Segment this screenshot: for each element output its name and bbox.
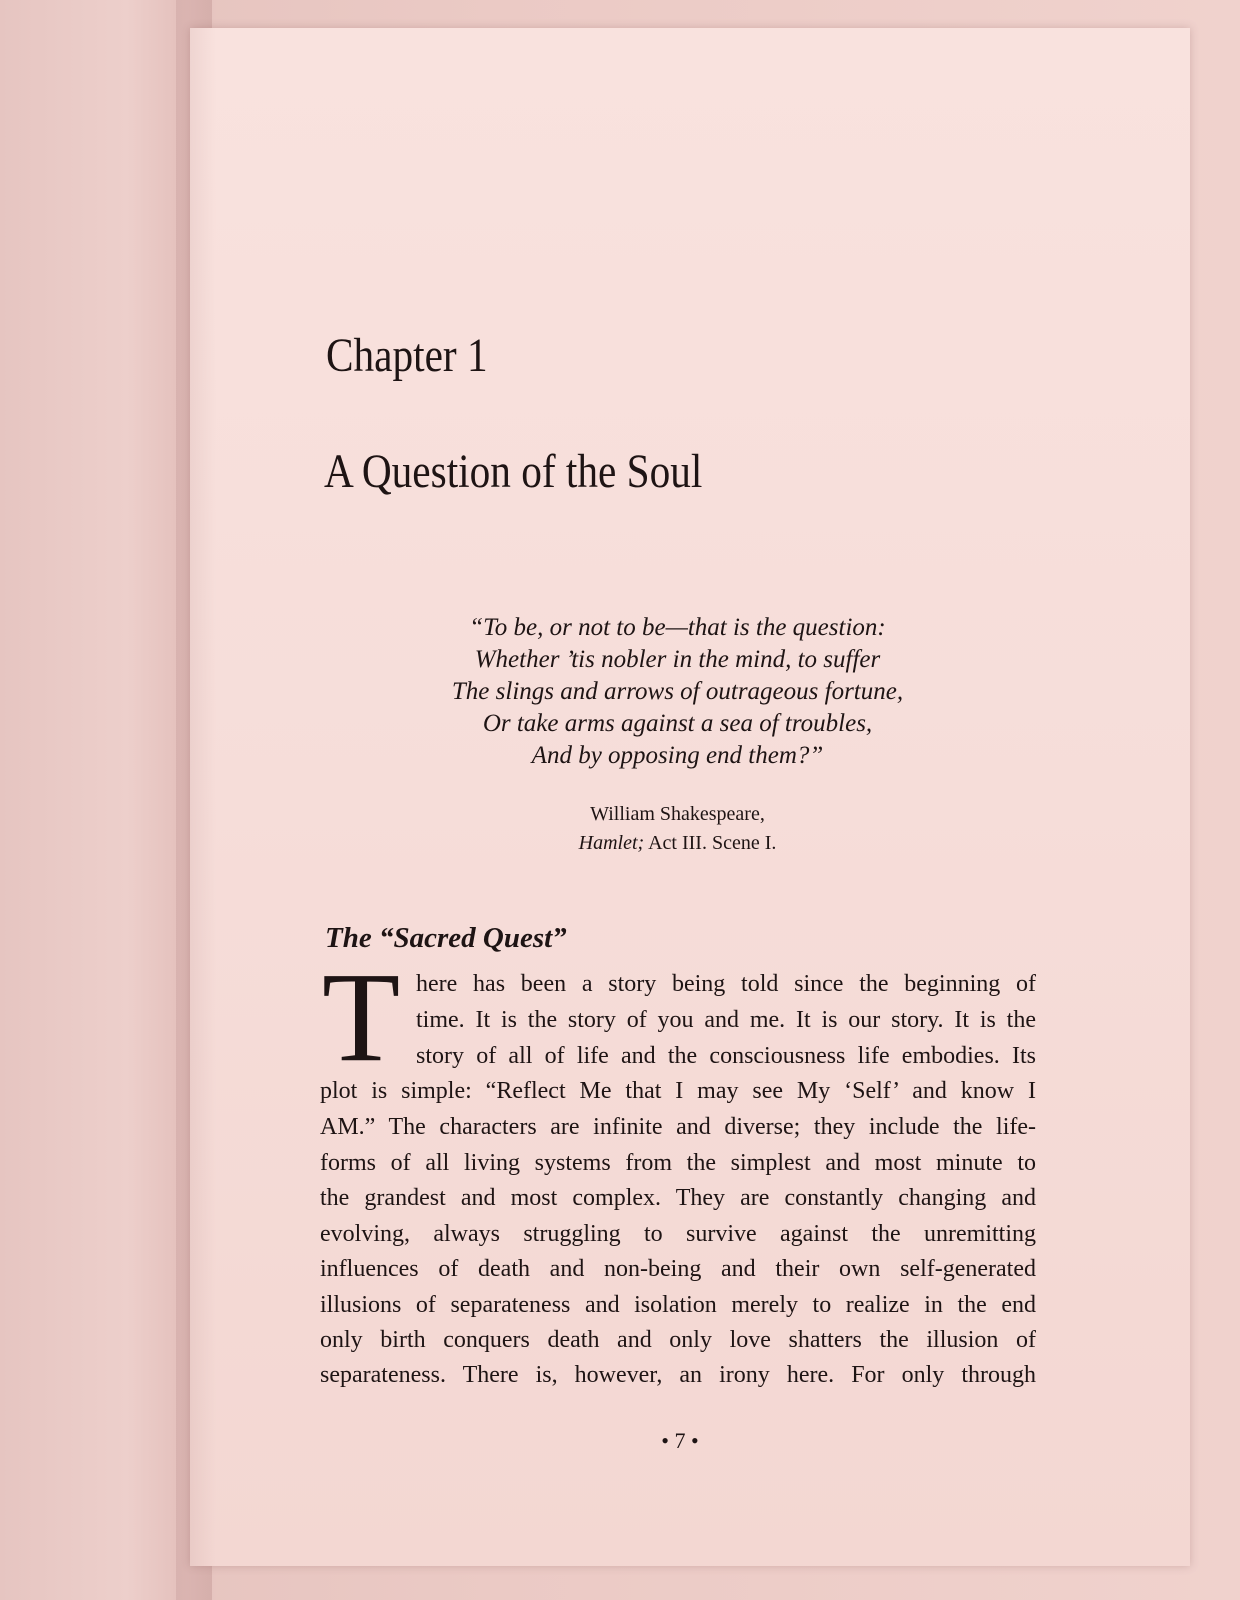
body-text-line: time. It is the story of you and me. It is our story. It is the [416, 1007, 1036, 1033]
drop-cap: T [322, 946, 401, 1088]
body-text-line: only birth conquers death and only love shatters the illusion of [320, 1327, 1036, 1353]
body-text-line: forms of all living systems from the simplest and most minute to [320, 1150, 1036, 1176]
body-text-line: evolving, always struggling to survive against the unremitting [320, 1221, 1036, 1247]
epigraph-line: And by opposing end them?” [531, 742, 824, 769]
body-text-line: the grandest and most complex. They are constantly changing and [320, 1185, 1036, 1211]
epigraph-line: “To be, or not to be—that is the question: [469, 614, 886, 641]
attribution-author: William Shakespeare, [590, 803, 765, 825]
body-text-line: illusions of separateness and isolation merely to realize in the end [320, 1292, 1036, 1318]
epigraph-line: Or take arms against a sea of troubles, [482, 710, 873, 737]
body-text-line: influences of death and non-being and their own self-generated [320, 1256, 1036, 1282]
attribution-location: Act III. Scene I. [644, 832, 777, 854]
page-gutter-shadow [176, 0, 216, 1600]
section-heading: The “Sacred Quest” [325, 922, 567, 954]
body-text-line: AM.” The characters are infinite and diverse; they include the life- [320, 1114, 1036, 1140]
body-text-line: here has been a story being told since the beginning of [416, 971, 1036, 997]
chapter-title: A Question of the Soul [324, 445, 703, 498]
epigraph-line: Whether ’tis nobler in the mind, to suffer [474, 646, 881, 673]
body-text-line: separateness. There is, however, an irony here. For only through [320, 1362, 1036, 1388]
attribution-source [579, 832, 777, 854]
body-text-line: story of all of life and the consciousness life embodies. Its [416, 1043, 1036, 1069]
chapter-number: Chapter 1 [326, 329, 488, 382]
epigraph-quote [440, 612, 915, 772]
page-number: • 7 • [661, 1428, 699, 1453]
epigraph-line: The slings and arrows of outrageous fortune, [451, 678, 904, 705]
attribution-work: Hamlet; [578, 832, 645, 854]
epigraph-attribution [520, 800, 835, 858]
body-text-line: plot is simple: “Reflect Me that I may see My ‘Self’ and know I [320, 1078, 1036, 1104]
